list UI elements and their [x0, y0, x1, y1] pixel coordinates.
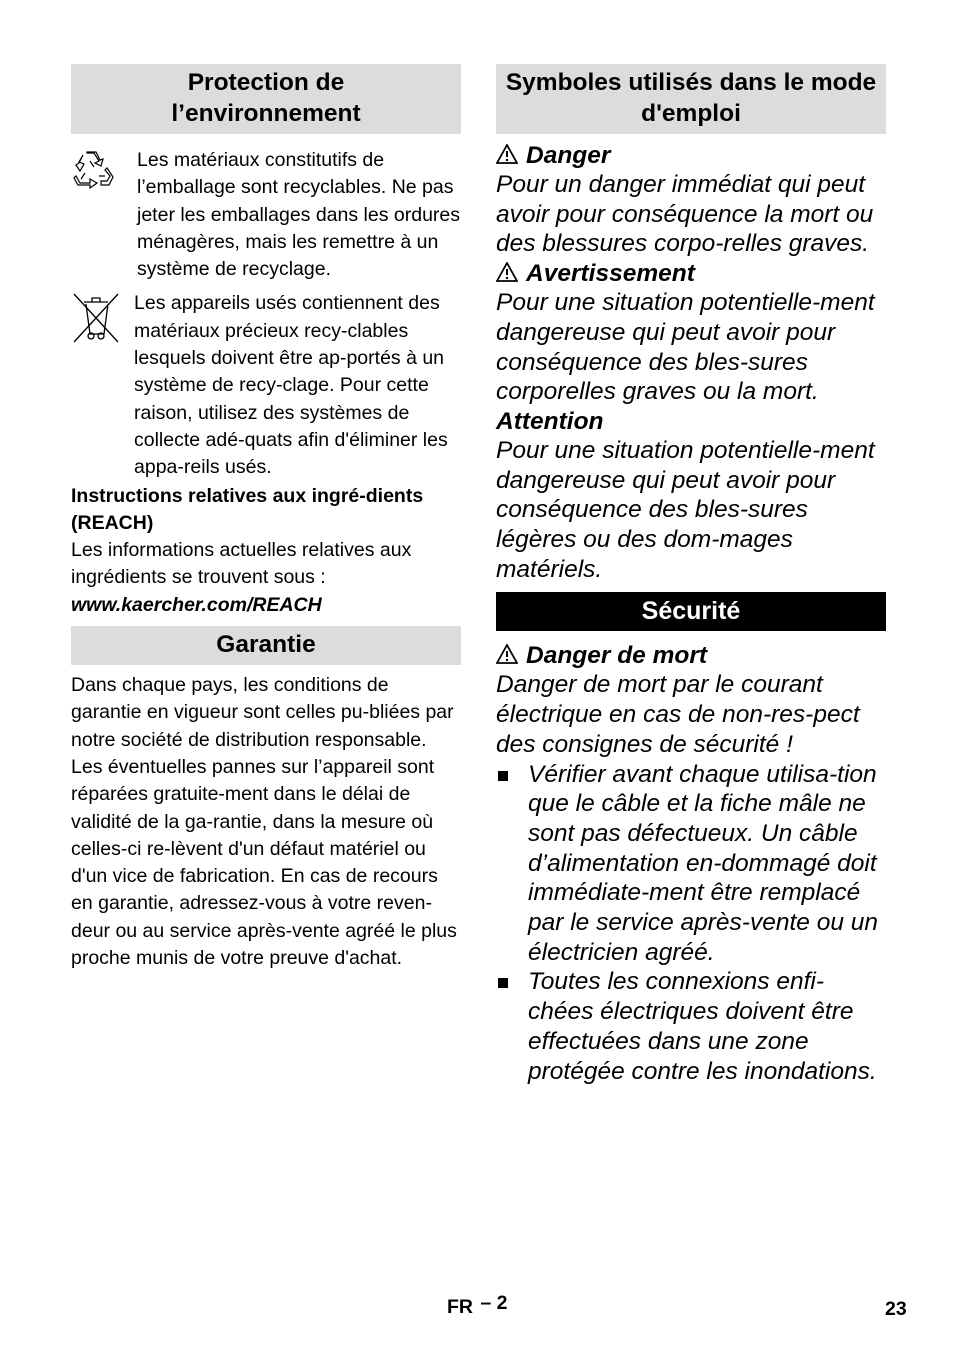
page-number: 23 [885, 1298, 907, 1320]
env-weee-text: Les appareils usés contiennent des matériaux précieux recy-clables lesquels doivent être ap-portés à un système de recy-clage. Pour cette raison, utilisez des systèmes de collecte adé-quats afin d'éliminer les appa-reils usés. [134, 292, 448, 479]
right-column [496, 64, 886, 1086]
env-weee-block [71, 290, 461, 481]
warning-triangle-icon [496, 144, 518, 164]
env-recycle-block [71, 147, 461, 283]
mortal-text: Danger de mort par le courant électrique en cas de non-res-pect des consignes de sécurité ! [496, 671, 860, 758]
bullet-square-icon [496, 967, 528, 993]
attention-text: Pour une situation potentielle-ment dangereuse qui peut avoir pour conséquence des bles-sures légères ou des dom-mages matériels. [496, 436, 875, 583]
attention-label: Attention [496, 407, 604, 435]
danger-text: Pour un danger immédiat qui peut avoir pour conséquence la mort ou des blessures corpo-relles graves. [496, 171, 874, 258]
env-heading: Protection de l’environnement [71, 64, 461, 134]
footer-dash-number: – 2 [480, 1292, 508, 1314]
danger-label-row [496, 141, 886, 170]
securite-heading: Sécurité [496, 592, 886, 631]
reach-link[interactable]: www.kaercher.com/REACH [71, 593, 322, 616]
warning-label-row [496, 259, 886, 288]
footer-lang-code: FR [447, 1296, 473, 1318]
bullet-square-icon [496, 760, 528, 786]
reach-heading: Instructions relatives aux ingré-dients (REACH) [71, 484, 424, 534]
reach-text: Les informations actuelles relatives aux ingrédients se trouvent sous : [71, 539, 412, 589]
bullet-text: Toutes les connexions enfi-chées électriques doivent être effectuées dans une zone protégée contre les inondations. [528, 968, 877, 1085]
recycle-icon [71, 147, 137, 196]
symbols-heading: Symboles utilisés dans le mode d'emploi [496, 64, 886, 134]
footer-language [447, 1292, 508, 1319]
env-recycle-text: Les matériaux constitutifs de l’emballage sont recyclables. Ne pas jeter les emballages dans les ordures ménagères, mais les remettre à un système de recyclage. [137, 149, 461, 281]
warning-triangle-icon [496, 644, 518, 664]
danger-label: Danger [526, 142, 611, 169]
mortal-label-row [496, 641, 886, 670]
garantie-text: Dans chaque pays, les conditions de garantie en vigueur sont celles pu-bliées par notre société de distribution responsable. Les éventuelles pannes sur l’appareil sont réparées gratuite-ment dans le délai de validité de la ga-rantie, dans la mesure où celles-ci re-lèvent d'un défaut matériel ou d'un vice de fabrication. En cas de recours en garantie, adressez-vous à votre reven-deur ou au service après-vente agréé le plus proche munis de votre preuve d'achat. [71, 674, 457, 970]
mortal-label: Danger de mort [526, 642, 708, 670]
list-item [496, 967, 886, 1086]
warning-text: Pour une situation potentielle-ment dangereuse qui peut avoir pour conséquence des bles-sures corporelles graves ou la mort. [496, 289, 875, 406]
warning-label: Avertissement [526, 260, 695, 288]
garantie-heading: Garantie [71, 626, 461, 665]
left-column [71, 64, 461, 972]
warning-triangle-icon [496, 262, 518, 282]
bullet-text: Vérifier avant chaque utilisa-tion que le câble et la fiche mâle ne sont pas défectueux. Un câble d’alimentation en-dommagé doit immédiate-ment être remplacé par le service après-vente ou un électricien agréé. [528, 760, 878, 966]
crossed-bin-icon [71, 290, 134, 351]
list-item [496, 760, 886, 968]
